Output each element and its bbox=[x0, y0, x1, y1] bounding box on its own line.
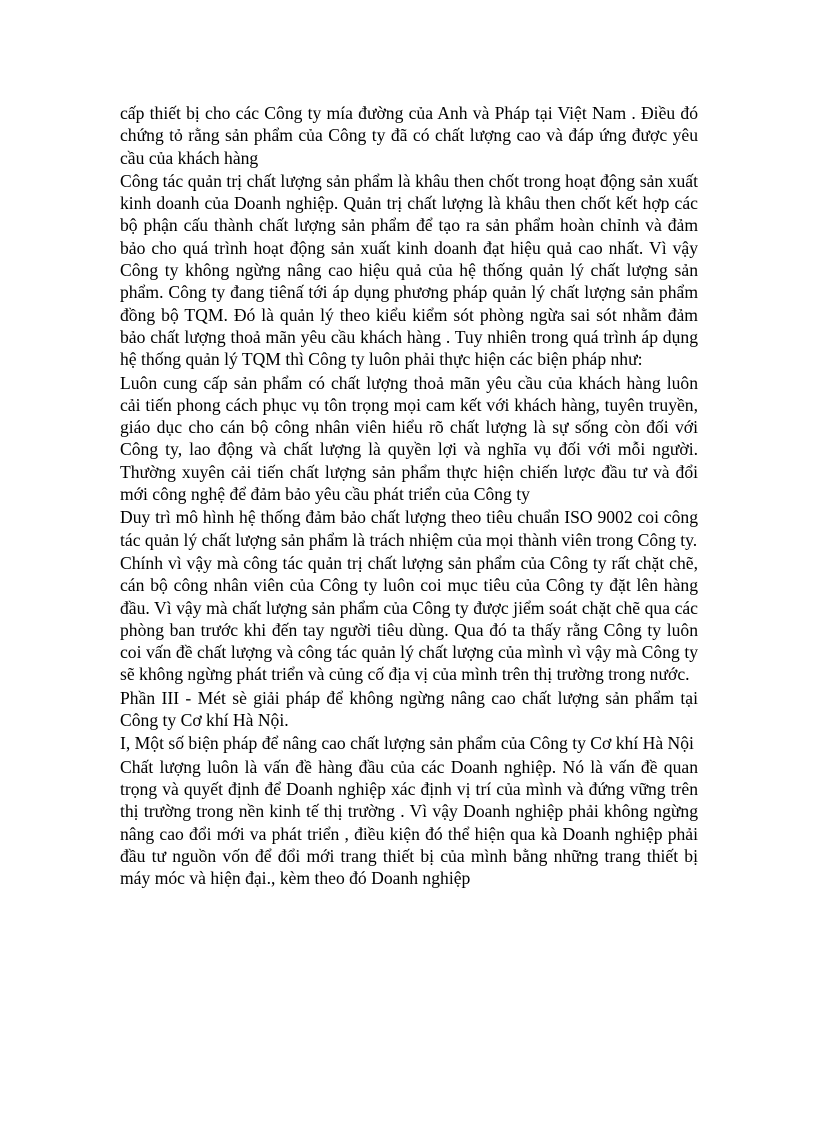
paragraph-1: cấp thiết bị cho các Công ty mía đường của Anh và Pháp tại Việt Nam . Điều đó chứng tỏ rằng sản phẩm của Công ty đã có chất lượng cao và đáp ứng được yêu cầu của khách hàng bbox=[120, 103, 698, 168]
paragraph-4: Duy trì mô hình hệ thống đảm bảo chất lượng theo tiêu chuẩn ISO 9002 coi công tác quản lý chất lượng sản phẩm là trách nhiệm của mọi thành viên trong Công ty. bbox=[120, 507, 698, 550]
section-heading-part-3: Phần III - Mét sè giải pháp để không ngừng nâng cao chất lượng sản phẩm tại Công ty Cơ khí Hà Nội. bbox=[120, 687, 698, 731]
paragraph-2: Công tác quản trị chất lượng sản phẩm là khâu then chốt trong hoạt động sản xuất kinh doanh của Doanh nghiệp. Quản trị chất lượng là khâu then chốt kết hợp các bộ phận cấu thành chất lượng sản phẩm để tạo ra sản phẩm hoàn chỉnh và đảm bảo cho quá trình hoạt động sản xuất kinh doanh đạt hiệu quả cao nhất. Vì vậy Công ty không ngừng nâng cao hiệu quả của hệ thống quản lý chất lượng sản phẩm. Công ty đang tiênấ tới áp dụng phương pháp quản lý chất lượng sản phẩm đồng bộ TQM. Đó là quản lý theo kiểu kiểm sót phòng ngừa sai sót nhằm đảm bảo chất lượng thoả mãn yêu cầu khách hàng . Tuy nhiên trong quá trình áp dụng hệ thống quản lý TQM thì Công ty luôn phải thực hiện các biện pháp như: bbox=[120, 170, 698, 370]
paragraph-6: Chất lượng luôn là vấn đề hàng đầu của các Doanh nghiệp. Nó là vấn đề quan trọng và quyết định để Doanh nghiệp xác định vị trí của mình và đứng vững trên thị trường trong nền kinh tế thị trường . Vì vậy Doanh nghiệp phải không ngừng nâng cao đổi mới va phát triển , điều kiện đó thể hiện qua kà Doanh nghiệp phải đầu tư nguồn vốn để đổi mới trang thiết bị của mình bằng những trang thiết bị máy móc và hiện đại., kèm theo đó Doanh nghiệp bbox=[120, 756, 698, 889]
document-body bbox=[120, 102, 698, 889]
paragraph-5: Chính vì vậy mà công tác quản trị chất lượng sản phẩm của Công ty rất chặt chẽ, cán bộ công nhân viên của Công ty luôn coi mục tiêu của Công ty đặt lên hàng đầu. Vì vậy mà chất lượng sản phẩm của Công ty được jiểm soát chặt chẽ qua các phòng ban trước khi đến tay người tiêu dùng. Qua đó ta thấy rằng Công ty luôn coi vấn đề chất lượng và công tác quản lý chất lượng của mình vì vậy mà Công ty sẽ không ngừng phát triển và củng cố địa vị của mình trên thị trường trong nước. bbox=[120, 552, 698, 685]
subsection-heading-1: I, Một số biện pháp để nâng cao chất lượng sản phẩm của Công ty Cơ khí Hà Nội bbox=[120, 733, 694, 754]
paragraph-3: Luôn cung cấp sản phẩm có chất lượng thoả mãn yêu cầu của khách hàng luôn cải tiến phong cách phục vụ tôn trọng mọi cam kết với khách hàng, tuyên truyền, giáo dục cho cán bộ công nhân viên hiểu rõ chất lượng là sự sống còn đối với Công ty, lao động và chất lượng là quyền lợi và nghĩa vụ đối với mỗi người. Thường xuyên cải tiến chất lượng sản phẩm thực hiện chiến lược đầu tư và đổi mới công nghệ để đảm bảo yêu cầu phát triển của Công ty bbox=[120, 372, 698, 505]
